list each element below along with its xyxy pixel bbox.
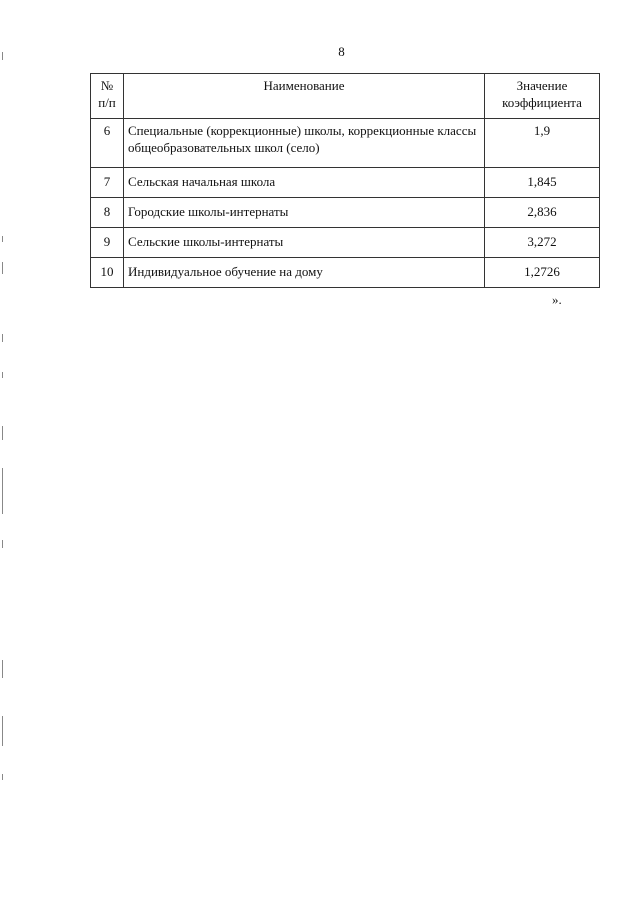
table-row: [91, 119, 600, 168]
closing-quote-mark: ».: [552, 292, 562, 307]
table-row: [91, 258, 600, 288]
row-name: Сельская начальная школа: [124, 168, 485, 198]
table-row: [91, 228, 600, 258]
row-name: Специальные (коррекционные) школы, коррекционные классы общеобразовательных школ (село): [124, 119, 485, 168]
row-value: 1,9: [485, 119, 600, 168]
table-header-row: [91, 74, 600, 119]
row-name: Сельские школы-интернаты: [124, 228, 485, 258]
row-number: 9: [91, 228, 124, 258]
row-value: 1,2726: [485, 258, 600, 288]
row-number: 10: [91, 258, 124, 288]
row-value: 2,836: [485, 198, 600, 228]
table-row: [91, 198, 600, 228]
row-number: 8: [91, 198, 124, 228]
row-number: 7: [91, 168, 124, 198]
header-value: Значение коэффициента: [485, 74, 600, 119]
coefficient-table: [90, 73, 600, 288]
row-number: 6: [91, 119, 124, 168]
page-number: 8: [338, 44, 345, 59]
row-name: Городские школы-интернаты: [124, 198, 485, 228]
table-row: [91, 168, 600, 198]
header-name: Наименование: [124, 74, 485, 119]
row-value: 1,845: [485, 168, 600, 198]
header-number: № п/п: [91, 74, 124, 119]
row-name: Индивидуальное обучение на дому: [124, 258, 485, 288]
row-value: 3,272: [485, 228, 600, 258]
scan-margin-marks: [0, 0, 8, 905]
